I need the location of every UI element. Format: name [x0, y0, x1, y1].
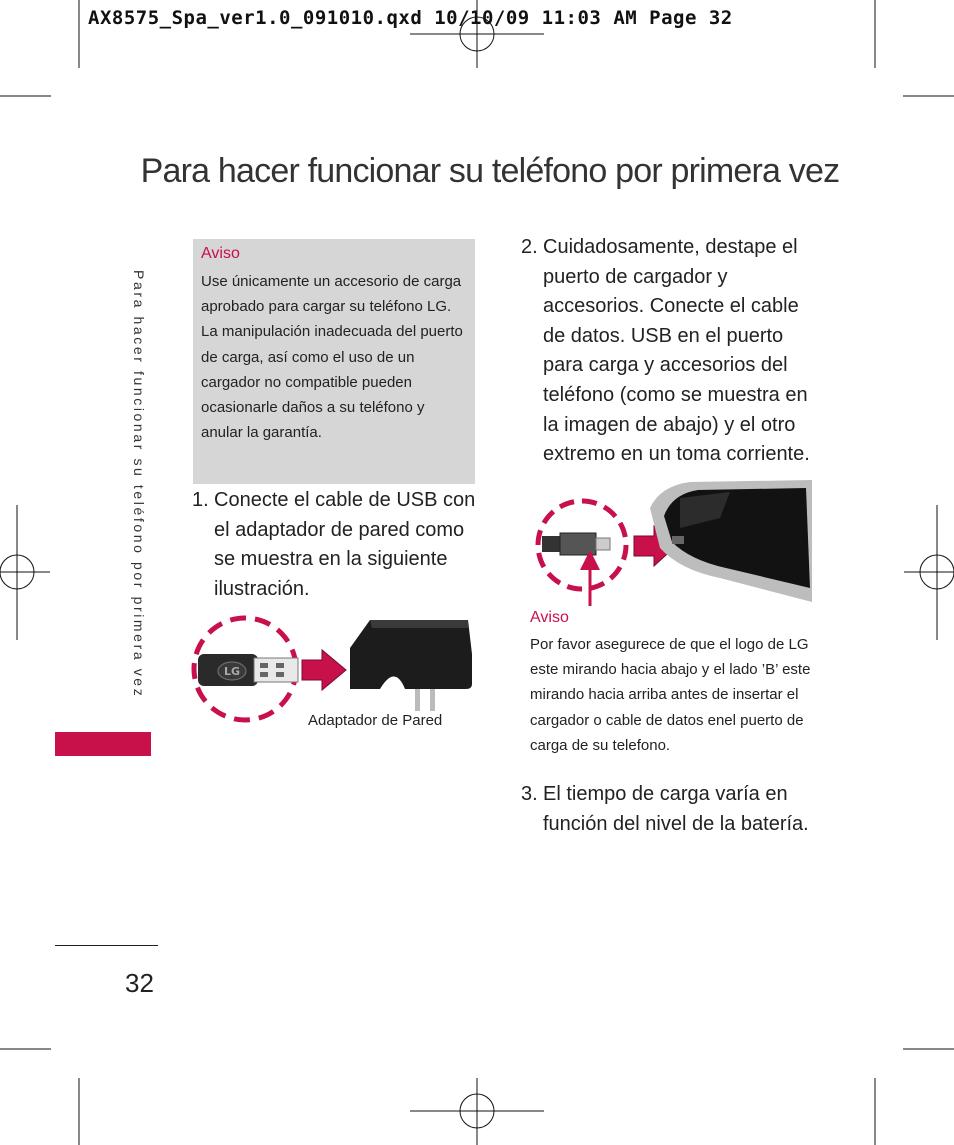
- step-3: [521, 780, 821, 839]
- notice-title: Aviso: [201, 245, 240, 262]
- notice-title: Aviso: [530, 609, 569, 626]
- step-number: 1.: [192, 489, 209, 511]
- section-color-tab: [55, 732, 151, 756]
- notice-box-2: [530, 609, 815, 758]
- notice-box: [193, 239, 475, 484]
- notice-body: Use únicamente un accesorio de carga aprobado para cargar su teléfono LG. La manipulación inadecuada del puerto de carga, así como el uso de un cargador no compatible pueden ocasionarle daños a su teléfono y anular la garantía.: [201, 273, 463, 442]
- page-number: 32: [125, 968, 154, 998]
- lg-logo: LG: [223, 665, 241, 678]
- wall-adapter-illustration: [190, 614, 480, 724]
- print-slug: AX8575_Spa_ver1.0_091010.qxd 10/10/09 11:03 AM Page 32: [88, 7, 733, 29]
- step-text: Cuidadosamente, destape el puerto de cargador y accesorios. Conecte el cable de datos. USB en el puerto para carga y accesorios del teléfono (como se muestra en la imagen de abajo) y el otro extremo en un toma corriente.: [543, 236, 810, 466]
- side-section-label: Para hacer funcionar su teléfono por primera vez: [131, 270, 147, 699]
- usb-micro-plug-icon: [542, 533, 610, 555]
- arrow-right-icon: [302, 650, 346, 690]
- phone-charging-illustration: [530, 478, 812, 608]
- phone-icon: [650, 480, 812, 602]
- step-1: [192, 486, 482, 604]
- step-text: Conecte el cable de USB con el adaptador de pared como se muestra en la siguiente ilustración.: [214, 489, 476, 600]
- notice-body: Por favor asegurece de que el logo de LG este mirando hacia abajo y el lado ’B’ este mirando hacia arriba antes de insertar el cargador o cable de datos enel puerto de carga de su telefono.: [530, 636, 811, 754]
- step-text: El tiempo de carga varía en función del nivel de la batería.: [543, 783, 809, 835]
- page-title: Para hacer funcionar su teléfono por primera vez: [140, 152, 840, 190]
- page-number-rule: [55, 945, 158, 946]
- step-number: 2.: [521, 236, 538, 258]
- usb-plug-icon: [198, 654, 298, 686]
- step-number: 3.: [521, 783, 538, 805]
- step-2: [521, 233, 821, 470]
- figure-caption: Adaptador de Pared: [308, 712, 443, 729]
- wall-adapter-icon: [350, 620, 472, 711]
